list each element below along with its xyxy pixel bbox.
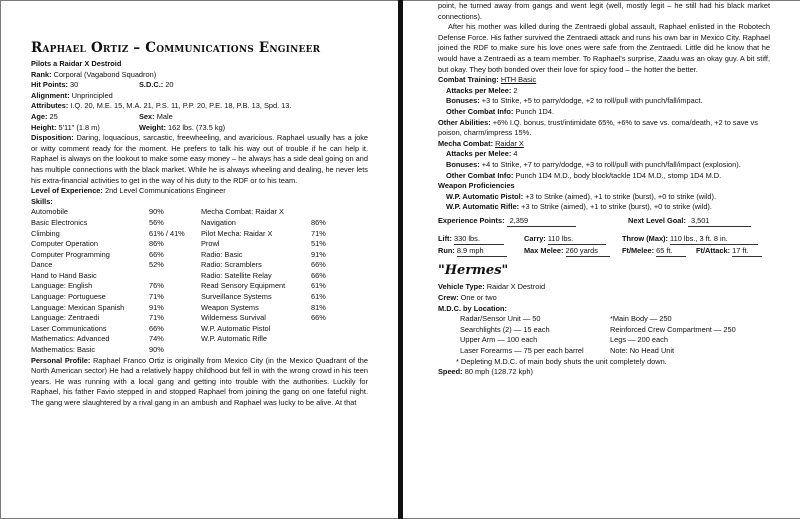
skill-name: Dance	[31, 260, 53, 270]
skill-value: 66%	[311, 270, 326, 280]
skill-row	[31, 229, 368, 240]
personal-profile-paragraph: Personal Profile: Raphael Franco Ortiz is originally from Mexico City (in the Mexico Quadrant of the North American sector) He had a relatively happy childhood but fell in with the wrong crowd in his teen years. He was running with a local gang and getting into trouble with the authorities. Luckily for Raphael, his father Favio stepped in and stopped Raphael from joining the gang on one fateful night. The gang were slaughtered by a rival gang in an ambush and Raphael was lucky to be alive. At that	[31, 355, 368, 407]
skill-name: Wilderness Survival	[201, 313, 266, 323]
skill-name: W.P. Automatic Rifle	[201, 334, 267, 344]
physical-stats-grid: Lift: 330 lbs. Carry: 110 lbs. Throw (Max): 110 lbs., 3 ft. 8 in. Run: 8.9 mph Max Melee: 260 yards Ft/Melee: 65 ft. Ft/Attack: 17 ft.	[438, 233, 770, 257]
mdc-row	[460, 335, 760, 346]
skill-value: 76%	[149, 281, 164, 291]
skill-value	[311, 334, 368, 345]
skill-name: Hand to Hand Basic	[31, 270, 97, 280]
skill-row	[31, 218, 368, 229]
skill-value: 66%	[311, 260, 326, 270]
attacks-per-melee-hth: Attacks per Melee: 2	[446, 85, 518, 95]
character-subtitle: Pilots a Raidar X Destroid	[31, 59, 122, 68]
hp-sdc-line: Hit Points: 30 S.D.C.: 20	[31, 80, 174, 90]
skill-row	[31, 324, 368, 335]
skill-value	[149, 271, 201, 282]
skill-name	[201, 345, 311, 356]
skill-row	[31, 303, 368, 314]
skill-value: 66%	[149, 323, 164, 333]
mdc-location: Searchlights (2) — 15 each	[460, 324, 550, 334]
skill-value: 66%	[149, 249, 164, 259]
skill-name: Language: English	[31, 281, 93, 291]
wp-automatic-pistol: W.P. Automatic Pistol: +3 to Strike (aimed), +1 to strike (burst), +0 to strike (wild).	[446, 191, 717, 201]
skill-name: Language: Zentraedi	[31, 313, 100, 323]
mdc-location: Laser Forearms — 75 per each barrel	[460, 346, 584, 356]
other-abilities-line: Other Abilities: +6% I.Q. bonus, trust/intimidate 65%, +6% to save vs. coma/death, +2 to save vs poison, charm/impress 15%.	[438, 117, 758, 138]
skill-value: 91%	[149, 302, 164, 312]
bonuses-hth: Bonuses: +3 to Strike, +5 to parry/dodge, +2 to roll/pull with punch/fall/impact.	[446, 96, 703, 106]
age-sex-line: Age: 25 Sex: Male	[31, 111, 173, 121]
skill-value	[311, 207, 368, 218]
skill-value: 71%	[311, 228, 326, 238]
skill-value: 74%	[149, 334, 164, 344]
skill-name: Weapon Systems	[201, 302, 259, 312]
attacks-per-melee-mecha: Attacks per Melee: 4	[446, 149, 518, 159]
skill-name: Language: Mexican Spanish	[31, 302, 125, 312]
skill-row	[31, 260, 368, 271]
skill-name: Radio: Satellite Relay	[201, 270, 272, 280]
skill-name: Radio: Scramblers	[201, 260, 262, 270]
skill-value: 81%	[311, 302, 326, 312]
skills-table	[31, 207, 368, 355]
attributes-line: Attributes: I.Q. 20, M.E. 15, M.A. 21, P.S. 11, P.P. 20, P.E. 18, P.B. 13, Spd. 13.	[31, 101, 292, 111]
skill-value: 91%	[311, 249, 326, 259]
other-combat-info-mecha: Other Combat Info: Punch 1D4 M.D., body block/tackle 1D4 M.D., stomp 1D4 M.D.	[446, 170, 722, 180]
skill-name: Language: Portuguese	[31, 292, 106, 302]
skill-value: 90%	[149, 207, 164, 217]
skills-heading: Skills:	[31, 196, 53, 206]
skill-value: 52%	[149, 260, 164, 270]
mdc-row	[460, 346, 760, 357]
skill-value: 61% / 41%	[149, 228, 185, 238]
skill-name: Read Sensory Equipment	[201, 281, 286, 291]
skill-value	[311, 345, 368, 356]
mdc-note: * Depleting M.D.C. of main body shuts the unit completely down.	[456, 356, 667, 366]
mdc-location: *Main Body — 250	[610, 314, 672, 324]
mdc-location: Legs — 200 each	[610, 335, 668, 345]
bonuses-mecha: Bonuses: +4 to Strike, +7 to parry/dodge, +3 to roll/pull with punch/fall/impact (explosion).	[446, 159, 741, 169]
mdc-location: Upper Arm — 100 each	[460, 335, 538, 345]
skill-value: 86%	[149, 239, 164, 249]
next-level-goal-value: 3,501	[688, 216, 751, 228]
profile-continued-paragraph: point, he turned away from gangs and went legit (well, mostly legit – he still had his black market connections).	[438, 1, 770, 21]
skill-name: Computer Operation	[31, 239, 98, 249]
level-line: Level of Experience: 2nd Level Communications Engineer	[31, 186, 226, 196]
mdc-row	[460, 314, 760, 325]
skill-name: Mathematics: Advanced	[31, 334, 110, 344]
skill-value	[311, 324, 368, 335]
skill-value: 71%	[149, 313, 164, 323]
skill-name: Laser Communications	[31, 323, 107, 333]
mdc-location: Radar/Sensor Unit — 50	[460, 314, 541, 324]
mdc-table	[460, 314, 760, 356]
crew-line: Crew: One or two	[438, 293, 497, 303]
skill-row	[31, 345, 368, 356]
right-page	[403, 1, 800, 518]
skill-name: Climbing	[31, 228, 60, 238]
profile-history-paragraph: After his mother was killed during the Zentraedi global assault, Raphael enlisted in the Robotech Defense Force. His father survived the Zentraedi attack and runs his own bar in Mexico City. Raphael joined the RDF to make sure his love ones were safe from the Zentraedi. Little did he know that he would have a Zentraedi as a team member. To Raphael's surprise, Zaadu was an okay guy. A bit stiff, but okay. They both bonded over their love for spicy food – the hotter the better.	[438, 22, 770, 74]
skill-name: Automobile	[31, 207, 68, 217]
skill-row	[31, 313, 368, 324]
skill-name: Navigation	[201, 217, 236, 227]
skill-value: 71%	[149, 292, 164, 302]
skill-name: Surveillance Systems	[201, 292, 272, 302]
height-weight-line: Height: 5'11" (1.8 m) Weight: 162 lbs. (73.5 kg)	[31, 122, 226, 132]
skill-name: Basic Electronics	[31, 217, 88, 227]
skill-row	[31, 239, 368, 250]
skill-value: 61%	[311, 292, 326, 302]
combat-training-line: Combat Training: HTH Basic	[438, 75, 537, 85]
wp-automatic-rifle: W.P. Automatic Rifle: +3 to Strike (aimed), +1 to strike (burst), +0 to strike (wild).	[446, 202, 712, 212]
skill-value: 51%	[311, 239, 326, 249]
rank-line: Rank: Corporal (Vagabond Squadron)	[31, 69, 157, 79]
skill-row	[31, 292, 368, 303]
mecha-combat-line: Mecha Combat: Raidar X	[438, 138, 524, 148]
skill-row	[31, 207, 368, 218]
skill-name: Computer Programming	[31, 249, 110, 259]
skill-value: 90%	[149, 345, 164, 355]
skill-value: 86%	[311, 217, 326, 227]
skill-value: 66%	[311, 313, 326, 323]
skill-row	[31, 271, 368, 282]
weapon-proficiencies-heading: Weapon Proficiencies	[438, 181, 515, 191]
skill-name: Prowl	[201, 239, 220, 249]
mdc-location: Reinforced Crew Compartment — 250	[610, 324, 736, 334]
skill-value: 56%	[149, 217, 164, 227]
speed-line: Speed: 80 mph (128.72 kph)	[438, 367, 533, 377]
other-combat-info-hth: Other Combat Info: Punch 1D4.	[446, 106, 555, 116]
vehicle-type-line: Vehicle Type: Raidar X Destroid	[438, 282, 546, 292]
vehicle-title: "Hermes"	[438, 263, 509, 279]
skill-name: Pilot Mecha: Raidar X	[201, 228, 273, 238]
skill-name: Mathematics: Basic	[31, 345, 96, 355]
mdc-location: Note: No Head Unit	[610, 346, 675, 356]
left-page	[1, 1, 398, 518]
disposition-paragraph: Disposition: Daring, loquacious, sarcastic, freewheeling, and avaricious. Raphael usually has a joke or witty comment ready for the moment. He prefers to talk his way out of trouble if he can help it. Raphael is always on the lookout to make some easy money – he always has a side deal going on and has multiple connections with the black market. While he is always wheeling and dealing, he never lets his extra-financial activities to get in the way of his duty to the RDF or to his team.	[31, 133, 368, 185]
experience-line: Experience Points: 2,359 Next Level Goal: 3,501	[438, 216, 770, 228]
skill-row	[31, 250, 368, 261]
skill-name: W.P. Automatic Pistol	[201, 323, 271, 333]
skill-value: 61%	[311, 281, 326, 291]
alignment-line: Alignment: Unprincipled	[31, 90, 113, 100]
skill-name: Mecha Combat: Raidar X	[201, 207, 284, 217]
skill-name: Radio: Basic	[201, 249, 243, 259]
skill-row	[31, 281, 368, 292]
character-title: Raphael Ortiz – Communications Engineer	[31, 40, 321, 56]
experience-points-value: 2,359	[507, 216, 576, 228]
skill-row	[31, 334, 368, 345]
mdc-row	[460, 325, 760, 336]
mdc-heading: M.D.C. by Location:	[438, 303, 507, 313]
